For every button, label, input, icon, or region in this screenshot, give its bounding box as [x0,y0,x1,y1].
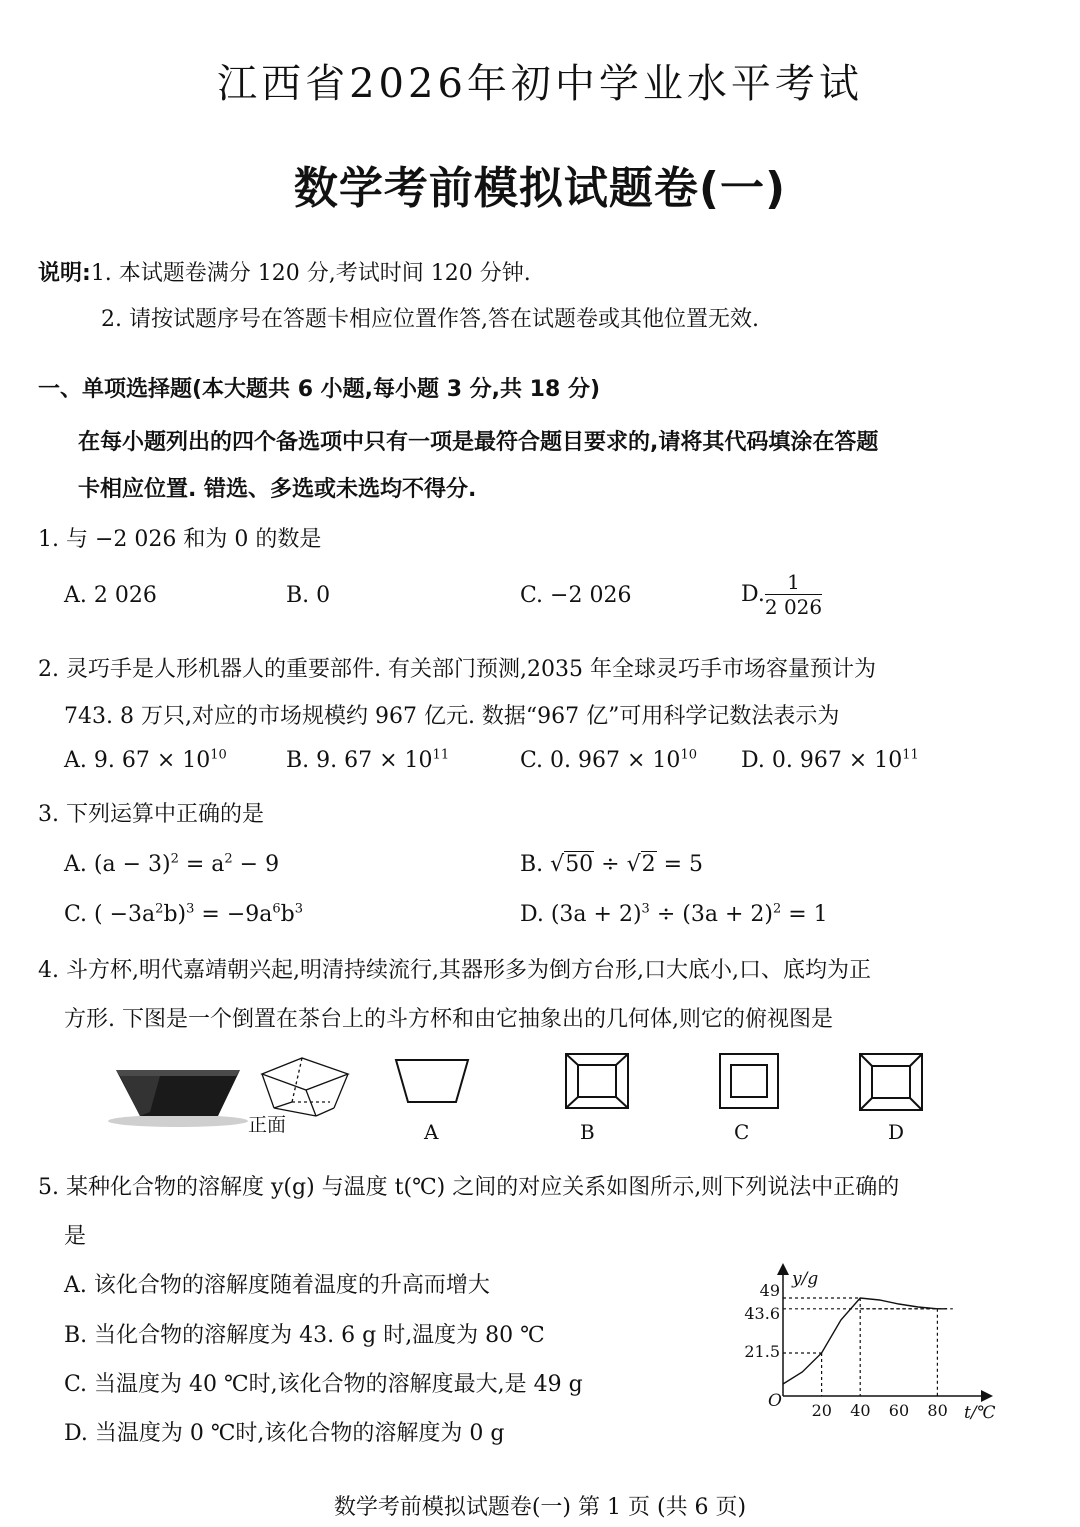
q3-b-part2: ÷ [594,852,627,877]
solubility-curve [783,1298,947,1384]
instructions-label: 说明: [38,261,91,286]
q3-option-d [520,902,828,927]
y-axis-label: y/g [792,1269,819,1289]
q2-stem-line1: 2. 灵巧手是人形机器人的重要部件. 有关部门预测,2035 年全球灵巧手市场容量预计为 [38,657,876,682]
q1-option-d [741,570,822,619]
option-c-shape [720,1054,778,1108]
paper-subtitle: 数学考前模拟试题卷(一) [293,163,787,214]
option-d-shape [860,1054,922,1110]
q1-option-a: A. 2 026 [64,583,157,608]
q1-option-c: C. −2 026 [520,583,632,608]
q2-b-exp: 11 [432,747,450,763]
q3-d-part3: = 1 [781,902,828,927]
instructions-line1 [38,256,531,287]
q4-stem-line2: 方形. 下图是一个倒置在茶台上的斗方杯和由它抽象出的几何体,则它的俯视图是 [64,1007,833,1032]
q3-d-part1: D. (3a + 2) [520,902,642,927]
q1-option-b: B. 0 [286,583,331,608]
q2-option-b [286,748,449,773]
q2-a-exp: 10 [210,747,227,763]
solubility-chart [740,1258,1010,1428]
q1-stem: 1. 与 −2 026 和为 0 的数是 [38,527,322,552]
q5-option-a: A. 该化合物的溶解度随着温度的升高而增大 [64,1273,490,1298]
q3-a-part1: A. (a − 3) [64,852,171,877]
q4-figures [0,1040,1080,1150]
q3-c-exp3: 6 [272,901,281,917]
q2-c-base: C. 0. 967 × 10 [520,748,681,773]
exam-title: 江西省2026年初中学业水平考试 [217,61,863,107]
q3-c-exp1: 2 [155,901,164,917]
q2-stem-line2: 743. 8 万只,对应的市场规模约 967 亿元. 数据“967 亿”可用科学记数法表示为 [64,704,840,729]
guide-lines [783,1298,953,1396]
y-tick-label: 21.5 [744,1342,780,1361]
q1-option-d-prefix: D. [741,582,765,607]
q2-option-a [64,748,227,773]
option-c-label: C [734,1120,750,1144]
q2-c-exp: 10 [680,747,697,763]
x-tick-label: 80 [927,1401,948,1420]
q3-d-exp2: 2 [772,901,782,917]
option-b-shape [566,1054,628,1108]
q2-d-base: D. 0. 967 × 10 [741,748,903,773]
q3-option-b: B. √50 ÷ √2 = 5 [520,852,704,877]
instructions-line2: 2. 请按试题序号在答题卡相应位置作答,答在试题卷或其他位置无效. [101,307,759,332]
q3-b-part1: B. [520,852,551,877]
q5-stem-line2: 是 [64,1224,87,1249]
section1-heading: 一、单项选择题(本大题共 6 小题,每小题 3 分,共 18 分) [38,377,601,402]
q1-option-d-fraction [765,570,822,619]
x-axis-label: t/℃ [964,1403,996,1423]
cup-photo [108,1070,248,1127]
q3-c-part3: = −9a [194,902,273,927]
q3-c-part4: b [280,902,295,927]
q5-option-d: D. 当温度为 0 ℃时,该化合物的溶解度为 0 g [64,1421,505,1446]
q3-option-c [64,902,303,927]
q3-a-exp1: 2 [170,851,179,867]
q3-c-exp2: 3 [186,901,195,917]
instructions-text1: 1. 本试题卷满分 120 分,考试时间 120 分钟. [90,261,531,286]
q3-d-exp1: 3 [641,901,650,917]
section1-desc-line1: 在每小题列出的四个备选项中只有一项是最符合题目要求的,请将其代码填涂在答题 [78,430,879,455]
q2-option-d [741,748,919,773]
option-d-label: D [888,1120,905,1144]
q2-option-c [520,748,697,773]
q3-c-part2: b) [163,902,187,927]
q2-a-base: A. 9. 67 × 10 [64,748,211,773]
option-b-label: B [580,1120,595,1144]
q5-option-b: B. 当化合物的溶解度为 43. 6 g 时,温度为 80 ℃ [64,1323,545,1348]
x-tick-label: 20 [811,1401,832,1420]
q3-d-part2: ÷ (3a + 2) [649,902,773,927]
q3-stem: 3. 下列运算中正确的是 [38,802,264,827]
y-tick-label: 43.6 [744,1303,780,1323]
q5-option-c: C. 当温度为 40 ℃时,该化合物的溶解度最大,是 49 g [64,1372,583,1397]
q3-option-a [64,852,279,877]
q3-a-part2: = a [178,852,225,877]
page-footer: 数学考前模拟试题卷(一) 第 1 页 (共 6 页) [333,1495,747,1520]
option-a-label: A [424,1120,439,1144]
origin-label: O [768,1391,782,1411]
fraction-numerator: 1 [765,570,822,595]
frustum-sketch [262,1058,348,1116]
q3-a-part3: − 9 [232,852,280,877]
section1-desc-line2: 卡相应位置. 错选、多选或未选均不得分. [78,477,477,502]
q3-c-exp4: 3 [294,901,304,917]
x-tick-label: 60 [888,1401,910,1420]
q2-b-base: B. 9. 67 × 10 [286,748,433,773]
q3-a-exp2: 2 [224,851,233,867]
q3-b-radicand2: 2 [641,852,656,877]
option-a-trapezoid [396,1060,468,1102]
q3-c-part1: C. ( −3a [64,902,156,927]
front-label: 正面 [248,1114,287,1136]
y-tick-label: 49 [759,1281,780,1300]
q3-b-radicand1: 50 [565,852,594,877]
q5-stem-line1: 5. 某种化合物的溶解度 y(g) 与温度 t(℃) 之间的对应关系如图所示,则下列说法中正确的 [38,1175,900,1200]
fraction-denominator: 2 026 [764,595,823,619]
q2-d-exp: 11 [902,747,919,763]
q3-b-part3: = 5 [656,852,704,877]
q4-stem-line1: 4. 斗方杯,明代嘉靖朝兴起,明清持续流行,其器形多为倒方台形,口大底小,口、底均为正 [38,958,871,983]
x-tick-label: 40 [850,1401,871,1420]
